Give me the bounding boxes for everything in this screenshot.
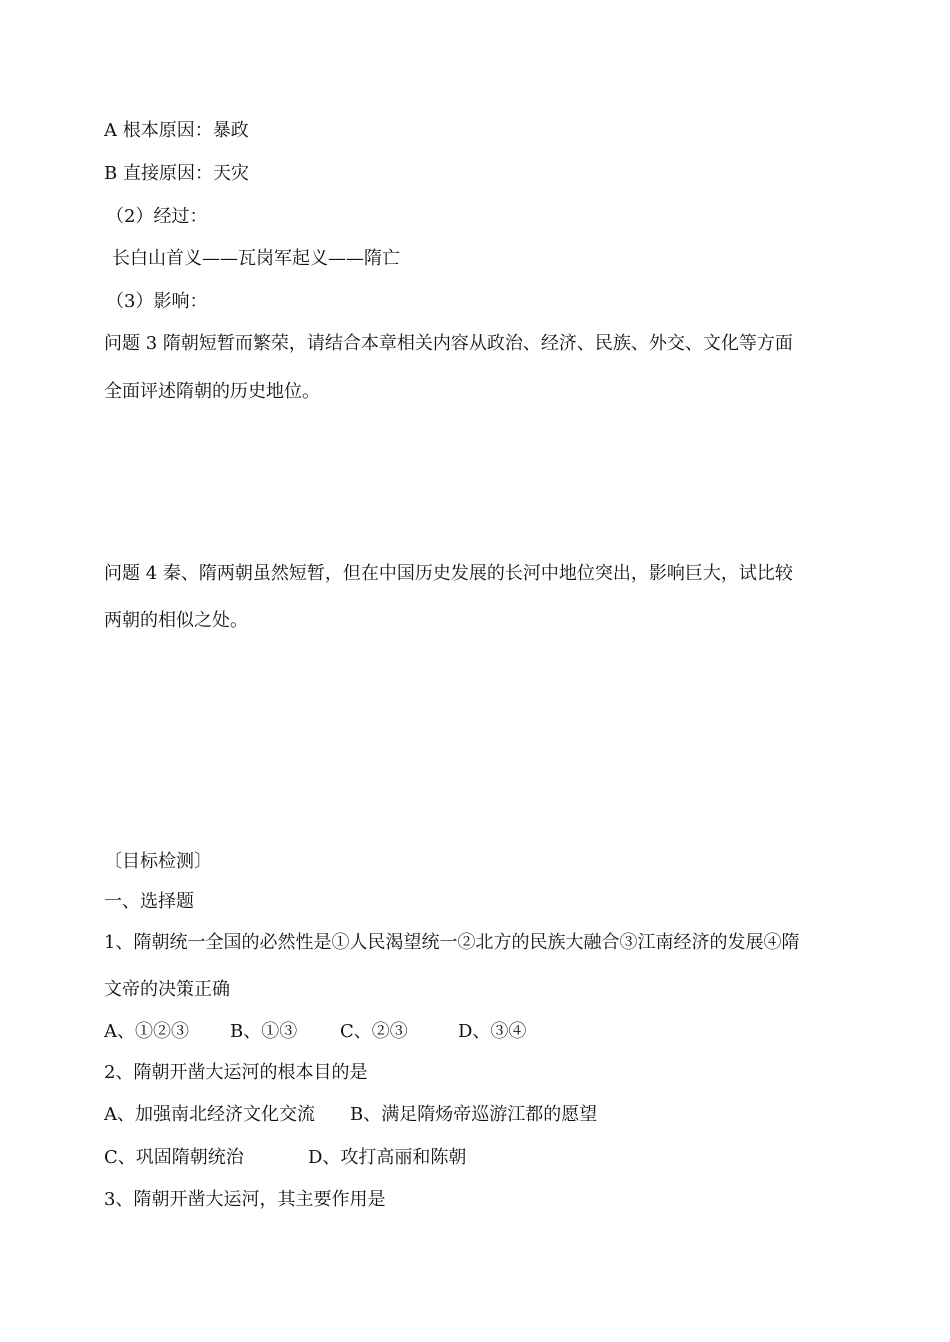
question-1-options [104, 1020, 526, 1044]
question-4-line-1: 问题 4 秦、隋两朝虽然短暂，但在中国历史发展的长河中地位突出，影响巨大，试比较 [104, 563, 793, 584]
question-2-option-d: D、攻打高丽和陈朝 [308, 1147, 467, 1168]
question-2-option-c: C、巩固隋朝统治 [104, 1147, 244, 1168]
question-1-option-b: B、①③ [230, 1021, 298, 1042]
question-1-option-d: D、③④ [458, 1021, 527, 1042]
question-2-option-a: A、加强南北经济文化交流 [104, 1104, 315, 1125]
question-1-stem-line-1: 1、隋朝统一全国的必然性是①人民渴望统一②北方的民族大融合③江南经济的发展④隋 [104, 932, 800, 953]
cause-b: B 直接原因：天灾 [104, 163, 249, 184]
section-label: 〔目标检测〕 [104, 851, 212, 872]
question-2-options-row-2 [104, 1146, 466, 1170]
question-3-line-1: 问题 3 隋朝短暂而繁荣，请结合本章相关内容从政治、经济、民族、外交、文化等方面 [104, 333, 793, 354]
cause-a: A 根本原因：暴政 [104, 120, 249, 141]
question-2-options-row-1 [104, 1103, 597, 1127]
question-3-stem: 3、隋朝开凿大运河，其主要作用是 [104, 1189, 386, 1210]
question-3-line-2: 全面评述隋朝的历史地位。 [104, 381, 320, 402]
process-heading: （2）经过： [106, 206, 208, 227]
section-choice-heading: 一、选择题 [104, 891, 194, 912]
question-4-line-2: 两朝的相似之处。 [104, 610, 248, 631]
question-2-stem: 2、隋朝开凿大运河的根本目的是 [104, 1062, 368, 1083]
question-1-option-a: A、①②③ [104, 1021, 189, 1042]
question-1-stem-line-2: 文帝的决策正确 [104, 979, 230, 1000]
question-2-option-b: B、满足隋炀帝巡游江都的愿望 [350, 1104, 598, 1125]
process-text: 长白山首义——瓦岗军起义——隋亡 [112, 248, 400, 269]
question-1-option-c: C、②③ [340, 1021, 408, 1042]
impact-heading: （3）影响： [106, 291, 208, 312]
